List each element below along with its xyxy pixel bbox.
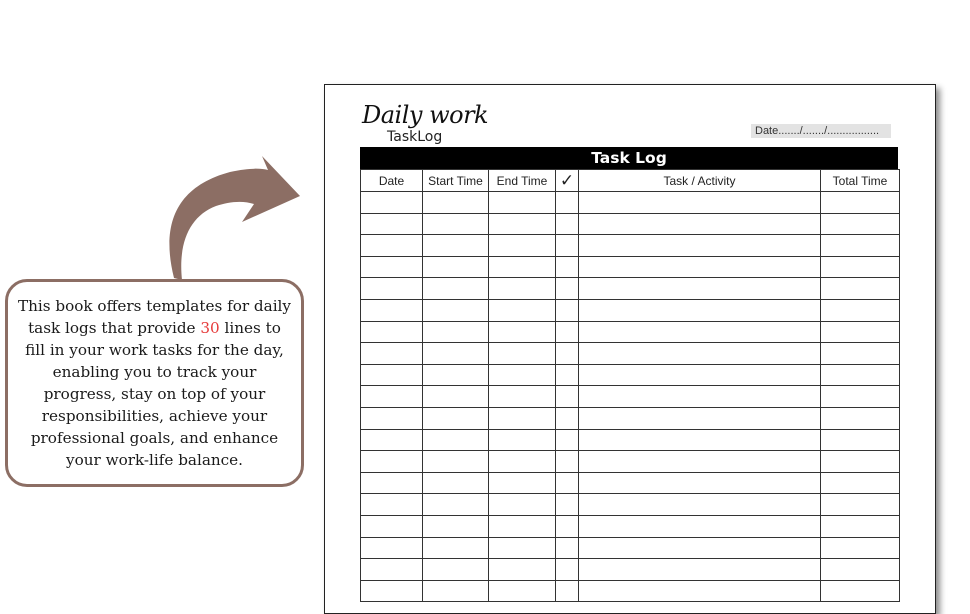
table-row	[361, 235, 900, 257]
table-cell	[579, 278, 821, 300]
table-cell	[556, 299, 579, 321]
table-cell	[821, 235, 900, 257]
table-cell	[361, 192, 423, 214]
table-cell	[423, 386, 489, 408]
table-cell	[821, 364, 900, 386]
column-header-task-activity: Task / Activity	[579, 170, 821, 192]
table-cell	[489, 580, 556, 602]
column-header-start-time: Start Time	[423, 170, 489, 192]
table-cell	[423, 213, 489, 235]
table-cell	[361, 343, 423, 365]
table-cell	[361, 559, 423, 581]
table-cell	[361, 494, 423, 516]
task-log-sheet	[324, 84, 936, 614]
table-cell	[489, 559, 556, 581]
description-callout	[5, 279, 304, 487]
table-cell	[821, 515, 900, 537]
table-cell	[821, 472, 900, 494]
table-cell	[556, 407, 579, 429]
table-cell	[821, 256, 900, 278]
table-cell	[556, 343, 579, 365]
table-cell	[579, 299, 821, 321]
table-cell	[821, 343, 900, 365]
table-cell	[821, 386, 900, 408]
table-cell	[489, 494, 556, 516]
table-cell	[423, 537, 489, 559]
table-cell	[821, 192, 900, 214]
table-cell	[489, 278, 556, 300]
table-cell	[556, 451, 579, 473]
table-row	[361, 537, 900, 559]
table-cell	[423, 192, 489, 214]
table-cell	[579, 559, 821, 581]
table-cell	[361, 256, 423, 278]
table-cell	[579, 386, 821, 408]
table-cell	[579, 580, 821, 602]
brand-title: Daily work	[362, 101, 489, 129]
table-cell	[821, 299, 900, 321]
table-cell	[423, 451, 489, 473]
table-row	[361, 494, 900, 516]
table-row	[361, 559, 900, 581]
table-cell	[579, 321, 821, 343]
table-cell	[579, 472, 821, 494]
table-cell	[821, 559, 900, 581]
table-cell	[489, 299, 556, 321]
table-cell	[423, 364, 489, 386]
table-row	[361, 256, 900, 278]
table-cell	[361, 213, 423, 235]
table-cell	[579, 235, 821, 257]
table-row	[361, 386, 900, 408]
table-cell	[821, 429, 900, 451]
table-row	[361, 580, 900, 602]
table-cell	[821, 580, 900, 602]
table-cell	[556, 192, 579, 214]
table-cell	[489, 213, 556, 235]
table-cell	[423, 299, 489, 321]
table-cell	[361, 472, 423, 494]
table-cell	[489, 235, 556, 257]
table-cell	[423, 407, 489, 429]
table-cell	[423, 321, 489, 343]
table-cell	[579, 494, 821, 516]
table-cell	[489, 192, 556, 214]
table-row	[361, 407, 900, 429]
table-cell	[489, 472, 556, 494]
table-cell	[423, 429, 489, 451]
table-row	[361, 192, 900, 214]
table-cell	[489, 537, 556, 559]
table-cell	[489, 429, 556, 451]
task-log-table	[360, 169, 900, 602]
table-cell	[556, 386, 579, 408]
table-cell	[489, 343, 556, 365]
table-cell	[556, 364, 579, 386]
table-row	[361, 321, 900, 343]
table-cell	[821, 537, 900, 559]
task-log-body	[361, 192, 900, 602]
table-cell	[361, 386, 423, 408]
table-row	[361, 278, 900, 300]
table-cell	[489, 515, 556, 537]
checkmark-icon: ✓	[556, 170, 579, 192]
table-row	[361, 451, 900, 473]
column-header-date: Date	[361, 170, 423, 192]
table-cell	[821, 321, 900, 343]
table-cell	[579, 213, 821, 235]
table-cell	[556, 278, 579, 300]
table-header-row	[361, 170, 900, 192]
table-cell	[489, 407, 556, 429]
table-row	[361, 213, 900, 235]
column-header-total-time: Total Time	[821, 170, 900, 192]
table-cell	[579, 537, 821, 559]
table-cell	[423, 235, 489, 257]
table-cell	[489, 364, 556, 386]
table-cell	[579, 451, 821, 473]
table-row	[361, 364, 900, 386]
table-cell	[361, 235, 423, 257]
table-cell	[361, 580, 423, 602]
table-cell	[423, 515, 489, 537]
table-cell	[361, 407, 423, 429]
table-cell	[489, 321, 556, 343]
table-cell	[423, 278, 489, 300]
table-row	[361, 429, 900, 451]
brand-subtitle: TaskLog	[387, 129, 443, 145]
curved-arrow-icon	[160, 150, 310, 285]
table-cell	[556, 559, 579, 581]
table-cell	[556, 235, 579, 257]
table-cell	[423, 256, 489, 278]
table-cell	[556, 256, 579, 278]
table-cell	[361, 321, 423, 343]
table-cell	[423, 343, 489, 365]
table-cell	[556, 494, 579, 516]
table-cell	[556, 515, 579, 537]
table-cell	[821, 451, 900, 473]
table-cell	[556, 213, 579, 235]
table-cell	[489, 256, 556, 278]
table-cell	[579, 407, 821, 429]
table-cell	[579, 256, 821, 278]
table-row	[361, 472, 900, 494]
date-field: Date......./......./.................	[751, 124, 891, 138]
table-cell	[821, 213, 900, 235]
table-cell	[423, 559, 489, 581]
log-header: Task Log	[360, 147, 898, 169]
line-count-highlight: 30	[200, 319, 220, 337]
table-cell	[361, 429, 423, 451]
table-cell	[423, 472, 489, 494]
table-cell	[556, 472, 579, 494]
table-cell	[423, 580, 489, 602]
table-row	[361, 515, 900, 537]
column-header-end-time: End Time	[489, 170, 556, 192]
table-cell	[361, 537, 423, 559]
table-cell	[579, 515, 821, 537]
table-cell	[361, 278, 423, 300]
table-cell	[361, 451, 423, 473]
table-row	[361, 299, 900, 321]
table-cell	[556, 580, 579, 602]
table-cell	[579, 364, 821, 386]
table-row	[361, 343, 900, 365]
table-cell	[821, 494, 900, 516]
table-cell	[579, 343, 821, 365]
table-cell	[821, 407, 900, 429]
table-cell	[556, 429, 579, 451]
table-cell	[489, 386, 556, 408]
table-cell	[821, 278, 900, 300]
table-cell	[556, 537, 579, 559]
table-cell	[556, 321, 579, 343]
table-cell	[361, 364, 423, 386]
table-cell	[579, 192, 821, 214]
table-cell	[361, 515, 423, 537]
table-cell	[579, 429, 821, 451]
table-cell	[423, 494, 489, 516]
table-cell	[489, 451, 556, 473]
description-text: This book offers templates for daily task logs that provide 30 lines to fill in your work tasks for the day, enabling you to track your progress, stay on top of your responsibilities, achieve your professional goals, and enhance your work-life balance.	[18, 297, 291, 469]
table-cell	[361, 299, 423, 321]
